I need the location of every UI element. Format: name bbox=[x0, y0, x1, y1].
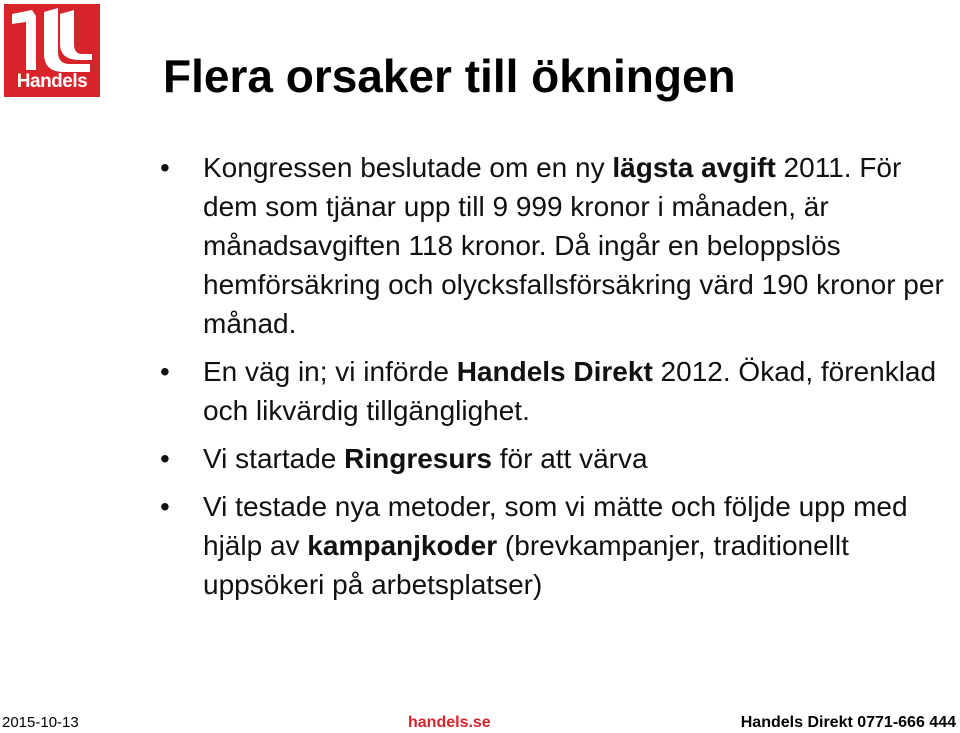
bullet-text: Vi startade bbox=[203, 443, 345, 474]
bullet-text: (brevkampanjer, traditionellt uppsökeri på arbetsplatser) bbox=[203, 530, 849, 600]
bullet-emphasis: kampanjkoder bbox=[307, 530, 498, 561]
bullet-item bbox=[160, 148, 950, 343]
bullet-text: Vi testade nya metoder, som vi mätte och följde upp med hjälp av bbox=[203, 491, 908, 561]
footer-contact: Handels Direkt 0771-666 444 bbox=[740, 714, 956, 731]
bullet-text: Kongressen beslutade om en ny bbox=[203, 152, 613, 183]
bullet-list bbox=[160, 148, 950, 613]
logo-text: Handels bbox=[16, 71, 88, 92]
handels-logo bbox=[4, 4, 100, 97]
bullet-emphasis: Ringresurs bbox=[344, 443, 492, 474]
handels-logo-mark-icon bbox=[4, 4, 100, 76]
footer-date: 2015-10-13 bbox=[2, 714, 79, 731]
bullet-emphasis: lägsta avgift bbox=[612, 152, 776, 183]
bullet-item bbox=[160, 487, 950, 604]
bullet-emphasis: Handels Direkt bbox=[456, 356, 653, 387]
slide-title: Flera orsaker till ökningen bbox=[163, 50, 736, 102]
bullet-item bbox=[160, 352, 950, 430]
bullet-text: 2012. Ökad, förenklad och likvärdig tillgänglighet. bbox=[203, 356, 937, 426]
bullet-text: för att värva bbox=[491, 443, 648, 474]
bullet-text: 2011. För dem som tjänar upp till 9 999 kronor i månaden, är månadsavgiften 118 kronor. Då ingår en beloppslös hemförsäkring och olycksfallsförsäkring värd 190 kronor per månad. bbox=[203, 152, 944, 339]
bullet-text: En väg in; vi införde bbox=[203, 356, 457, 387]
footer-website-link[interactable]: handels.se bbox=[408, 714, 491, 731]
bullet-item bbox=[160, 439, 950, 478]
